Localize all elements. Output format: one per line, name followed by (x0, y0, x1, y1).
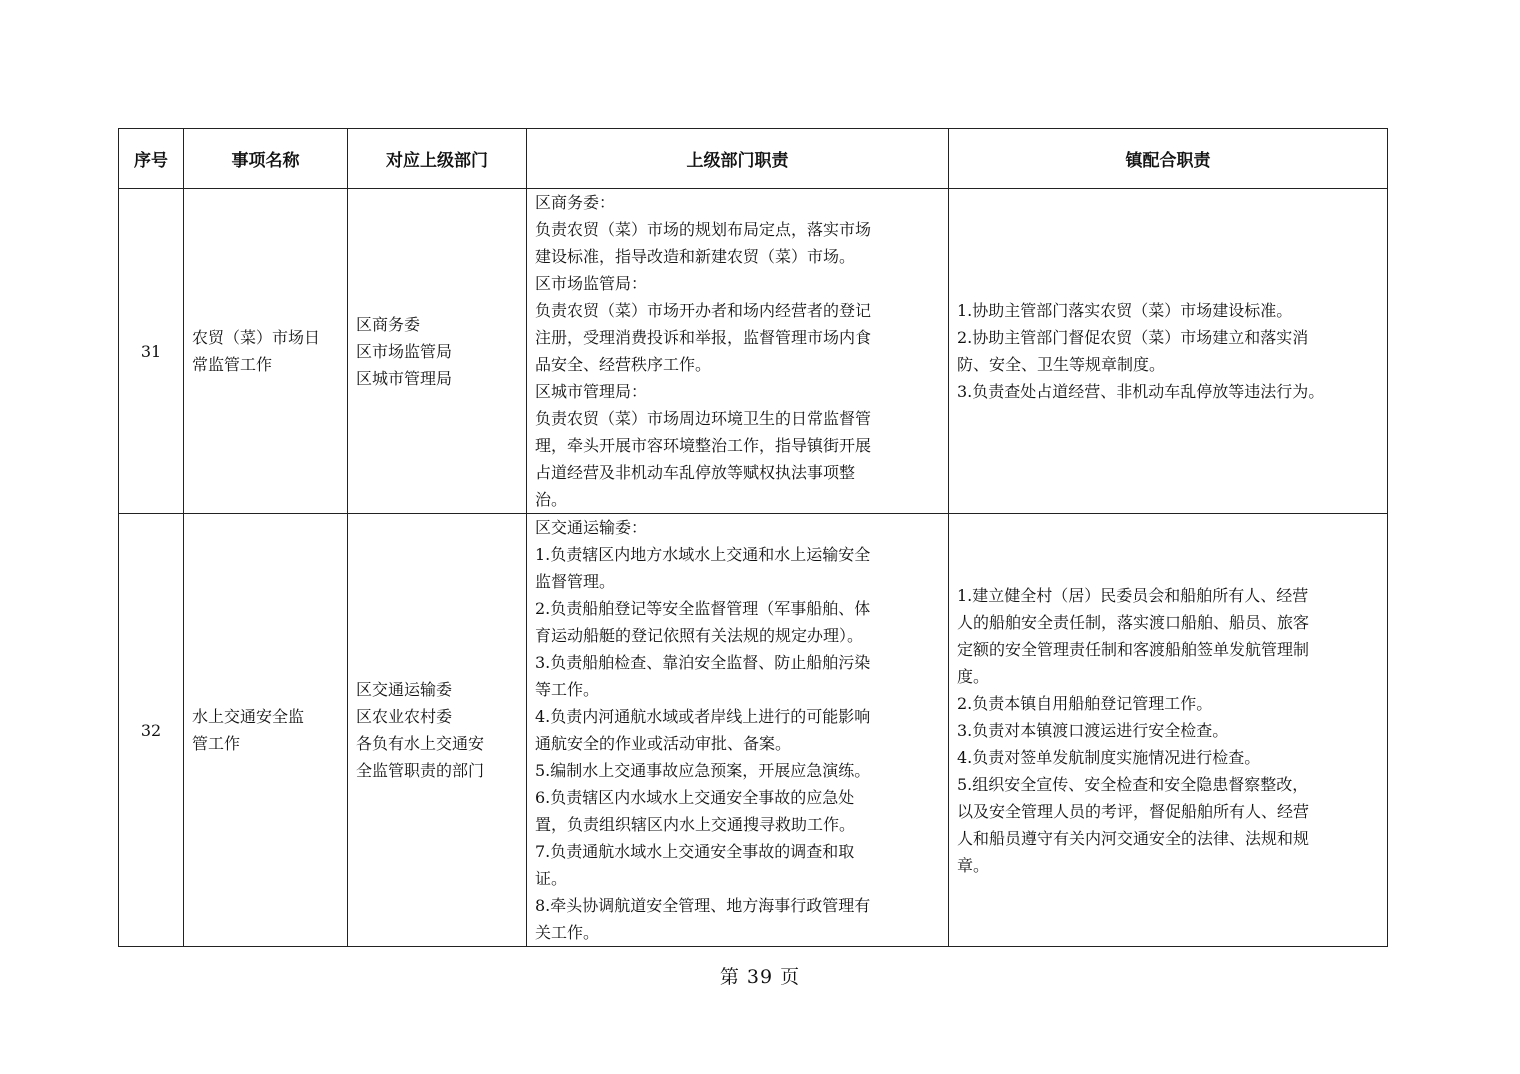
text-line: 3.负责对本镇渡口渡运进行安全检查。 (957, 720, 1229, 740)
cell-upper-duties (527, 189, 949, 514)
text-line: 人的船舶安全责任制，落实渡口船舶、船员、旅客 (957, 612, 1310, 632)
text-line: 育运动船艇的登记依照有关法规的规定办理）。 (535, 626, 864, 645)
cell-upper-duties (527, 514, 949, 947)
text-line: 区市场监管局 (356, 341, 453, 361)
header-upper-duties: 上级部门职责 (527, 129, 949, 189)
text-line: 区农业农村委 (356, 707, 453, 726)
text-line: 区交通运输委 (356, 680, 453, 699)
text-line: 6.负责辖区内水域水上交通安全事故的应急处 (535, 788, 855, 807)
page-number: 第 39 页 (719, 966, 801, 988)
text-line: 度。 (957, 666, 990, 686)
text-line: 占道经营及非机动车乱停放等赋权执法事项整 (535, 463, 856, 482)
header-town-duties: 镇配合职责 (949, 129, 1388, 189)
text-line: 区商务委： (535, 193, 616, 212)
text-line: 区市场监管局： (535, 274, 648, 293)
text-line: 等工作。 (535, 680, 600, 699)
text-line: 品安全、经营秩序工作。 (535, 355, 712, 374)
header-upper-dept: 对应上级部门 (348, 129, 527, 189)
text-line: 8.牵头协调航道安全管理、地方海事行政管理有 (535, 896, 871, 915)
text-line: 建设标准，指导改造和新建农贸（菜）市场。 (535, 247, 856, 266)
text-line: 5.组织安全宣传、安全检查和安全隐患督察整改， (957, 774, 1309, 794)
text-line: 章。 (957, 855, 990, 875)
text-line: 5.编制水上交通事故应急预案，开展应急演练。 (535, 761, 871, 780)
cell-item-name (184, 189, 348, 514)
text-line: 1.建立健全村（居）民委员会和船舶所有人、经营 (957, 585, 1309, 605)
table-header-row (119, 129, 1388, 189)
text-line: 7.负责通航水域水上交通安全事故的调查和取 (535, 842, 855, 861)
text-line: 负责农贸（菜）市场开办者和场内经营者的登记 (535, 301, 872, 320)
text-line: 监督管理。 (535, 572, 616, 591)
cell-upper-dept (348, 189, 527, 514)
text-line: 置，负责组织辖区内水上交通搜寻救助工作。 (535, 815, 856, 834)
text-line: 4.负责对签单发航制度实施情况进行检查。 (957, 747, 1261, 767)
duty-table (118, 128, 1388, 947)
text-line: 负责农贸（菜）市场周边环境卫生的日常监督管 (535, 409, 872, 428)
header-item-name: 事项名称 (184, 129, 348, 189)
text-line: 注册，受理消费投诉和举报，监督管理市场内食 (535, 328, 872, 347)
text-line: 区商务委 (356, 314, 421, 334)
text-line: 理，牵头开展市容环境整治工作，指导镇街开展 (535, 436, 872, 455)
cell-number: 32 (119, 514, 184, 947)
text-line: 全监管职责的部门 (356, 761, 485, 780)
text-line: 负责农贸（菜）市场的规划布局定点，落实市场 (535, 220, 872, 239)
cell-number: 31 (119, 189, 184, 514)
table-row (119, 189, 1388, 514)
text-line: 证。 (535, 869, 568, 888)
text-line: 1.协助主管部门落实农贸（菜）市场建设标准。 (957, 301, 1293, 320)
cell-upper-dept (348, 514, 527, 947)
text-line: 区城市管理局 (356, 368, 453, 388)
text-line: 防、安全、卫生等规章制度。 (957, 355, 1166, 374)
text-line: 3.负责查处占道经营、非机动车乱停放等违法行为。 (957, 382, 1325, 401)
table-row (119, 514, 1388, 947)
text-line: 定额的安全管理责任制和客渡船舶签单发航管理制 (957, 639, 1310, 659)
cell-item-name (184, 514, 348, 947)
text-line: 关工作。 (535, 923, 600, 942)
text-line: 各负有水上交通安 (356, 734, 485, 753)
text-line: 农贸（菜）市场日 (192, 328, 321, 347)
text-line: 以及安全管理人员的考评，督促船舶所有人、经营 (957, 801, 1310, 821)
text-line: 2.负责本镇自用船舶登记管理工作。 (957, 693, 1213, 713)
text-line: 管工作 (192, 734, 241, 753)
text-line: 区城市管理局： (535, 382, 648, 401)
text-line: 人和船员遵守有关内河交通安全的法律、法规和规 (957, 828, 1310, 848)
cell-town-duties (949, 514, 1388, 947)
text-line: 4.负责内河通航水域或者岸线上进行的可能影响 (535, 707, 871, 726)
text-line: 2.负责船舶登记等安全监督管理（军事船舶、体 (535, 599, 871, 618)
text-line: 2.协助主管部门督促农贸（菜）市场建立和落实消 (957, 328, 1309, 347)
text-line: 通航安全的作业或活动审批、备案。 (535, 734, 792, 753)
text-line: 区交通运输委： (535, 518, 648, 537)
text-line: 1.负责辖区内地方水域水上交通和水上运输安全 (535, 545, 871, 564)
cell-town-duties (949, 189, 1388, 514)
text-line: 3.负责船舶检查、靠泊安全监督、防止船舶污染 (535, 653, 871, 672)
text-line: 水上交通安全监 (192, 707, 305, 726)
header-number: 序号 (119, 129, 184, 189)
text-line: 治。 (535, 490, 568, 509)
text-line: 常监管工作 (192, 355, 273, 374)
